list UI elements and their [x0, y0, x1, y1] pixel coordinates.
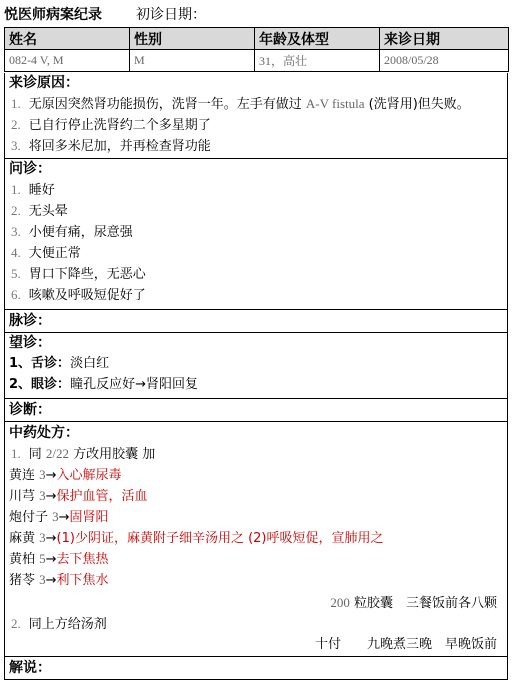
reason-text: 已自行停止洗肾约二个多星期了	[28, 118, 211, 133]
arrow-icon: →	[45, 531, 57, 546]
capsule-quantity: 200	[330, 595, 350, 610]
arrow-icon: →	[45, 468, 57, 483]
pulse-section	[4, 310, 508, 333]
item-number: 1.	[11, 96, 21, 111]
herb-effect: 去下焦热	[56, 552, 109, 567]
inquiry-title: 问诊：	[9, 161, 51, 177]
info-header-row	[5, 28, 509, 50]
inspection-title: 望诊：	[9, 335, 51, 351]
item-number: 4.	[11, 245, 21, 260]
arrow-icon: →	[45, 489, 57, 504]
herb-name: 猪苓	[9, 573, 40, 588]
eye-diagnosis	[5, 374, 507, 395]
herb-effect: 保护血管，活血	[56, 489, 148, 504]
arrow-icon: →	[45, 552, 57, 567]
inquiry-section	[4, 159, 508, 310]
record-title-row	[4, 4, 508, 26]
herb-dose: 3	[39, 488, 46, 503]
herb-name: 黄连	[9, 468, 40, 483]
inquiry-text: 睡好	[28, 183, 55, 198]
inquiry-item	[5, 221, 507, 242]
inquiry-item	[5, 242, 507, 263]
herb-dose: 5	[39, 551, 46, 566]
item-number: 5.	[11, 266, 21, 281]
prescription-line-2	[5, 613, 507, 634]
text: 方改用胶囊 加	[69, 447, 156, 462]
herb-row	[5, 485, 507, 506]
inquiry-item	[5, 284, 507, 305]
herb-effect: 固肾阳	[69, 510, 109, 525]
diagnosis-section	[4, 399, 508, 422]
item-number: 3.	[11, 138, 21, 153]
value-age-build: 31，高壮	[255, 50, 380, 72]
item-number: 6.	[11, 287, 21, 302]
item-number: 1.	[11, 182, 21, 197]
prescription-section	[4, 422, 508, 657]
inspection-section	[4, 333, 508, 399]
diagnosis-title: 诊断：	[9, 402, 51, 418]
pulse-title: 脉诊：	[9, 313, 51, 329]
patient-info-table	[4, 27, 509, 72]
herb-row	[5, 506, 507, 527]
reason-text-end: (洗肾用)但失败。	[364, 97, 470, 112]
first-visit-label: 初诊日期：	[136, 7, 206, 23]
explanation-title: 解说：	[9, 660, 51, 676]
record-title: 悦医师病案纪录	[4, 7, 102, 23]
text: 同上方给汤剂	[28, 617, 107, 632]
value-visit-date: 2008/05/28	[380, 50, 509, 72]
capsule-note: 粒胶囊 三餐饭前各八颗	[349, 596, 497, 611]
herb-effect: (1)少阴证，麻黄附子细辛汤用之 (2)呼吸短促，宣肺用之	[56, 531, 384, 546]
herb-dose: 3	[52, 509, 59, 524]
herb-name: 川芎	[9, 489, 40, 504]
tongue-diagnosis	[5, 353, 507, 374]
reason-item-2	[5, 114, 507, 135]
eye-result: 瞳孔反应好→肾阳回复	[70, 377, 198, 392]
prescription-line-1	[5, 443, 507, 464]
herb-name: 麻黄	[9, 531, 40, 546]
inquiry-text: 小便有痛，尿意强	[28, 225, 133, 240]
inquiry-item	[5, 179, 507, 200]
header-name: 姓名	[5, 28, 130, 50]
herb-name: 炮付子	[9, 510, 53, 525]
arrow-icon: →	[45, 573, 57, 588]
tongue-label: 舌诊：	[31, 356, 71, 371]
item-number: 2、	[9, 377, 32, 392]
item-number: 2.	[11, 616, 21, 631]
inquiry-text: 胃口下降些，无恶心	[28, 267, 146, 282]
reason-item-3	[5, 135, 507, 156]
herb-dose: 3	[39, 572, 46, 587]
item-number: 1、	[9, 356, 32, 371]
herb-row	[5, 527, 507, 548]
header-sex: 性别	[130, 28, 255, 50]
reason-item-1	[5, 93, 507, 114]
reason-section	[4, 73, 508, 159]
herb-dose: 3	[39, 467, 46, 482]
ref-date: 2/22	[45, 446, 70, 461]
header-visit-date: 来诊日期	[380, 28, 509, 50]
herb-dose: 3	[39, 530, 46, 545]
herb-name: 黄柏	[9, 552, 40, 567]
eye-label: 眼诊：	[31, 377, 71, 392]
tongue-result: 淡白红	[70, 356, 110, 371]
item-number: 2.	[11, 117, 21, 132]
text: 同	[28, 447, 46, 462]
herb-effect: 利下焦水	[56, 573, 109, 588]
reason-text: 无原因突然肾功能损伤，洗肾一年。左手有做过	[28, 97, 306, 112]
reason-fistula: A-V fistula	[305, 96, 365, 111]
reason-text: 将回多米尼加，并再检查肾功能	[28, 139, 211, 154]
item-number: 1.	[11, 446, 21, 461]
inquiry-text: 无头晕	[28, 204, 68, 219]
info-value-row	[5, 50, 509, 72]
item-number: 3.	[11, 224, 21, 239]
value-name: 082-4 V, M	[5, 50, 130, 72]
herb-effect: 入心解尿毒	[56, 468, 122, 483]
header-age-build: 年龄及体型	[255, 28, 380, 50]
item-number: 2.	[11, 203, 21, 218]
herb-row	[5, 548, 507, 569]
inquiry-item	[5, 200, 507, 221]
explanation-section	[4, 657, 508, 680]
herb-row	[5, 464, 507, 485]
prescription-title: 中药处方：	[9, 425, 79, 441]
reason-title: 来诊原因：	[9, 75, 79, 91]
herb-row	[5, 569, 507, 590]
inquiry-item	[5, 263, 507, 284]
inquiry-text: 咳嗽及呼吸短促好了	[28, 288, 146, 303]
inquiry-text: 大便正常	[28, 246, 81, 261]
value-sex: M	[130, 50, 255, 72]
decoction-instructions: 十付 九晚煮三晚 早晚饭前	[314, 637, 497, 652]
arrow-icon: →	[58, 510, 70, 525]
capsule-instructions	[5, 592, 507, 613]
